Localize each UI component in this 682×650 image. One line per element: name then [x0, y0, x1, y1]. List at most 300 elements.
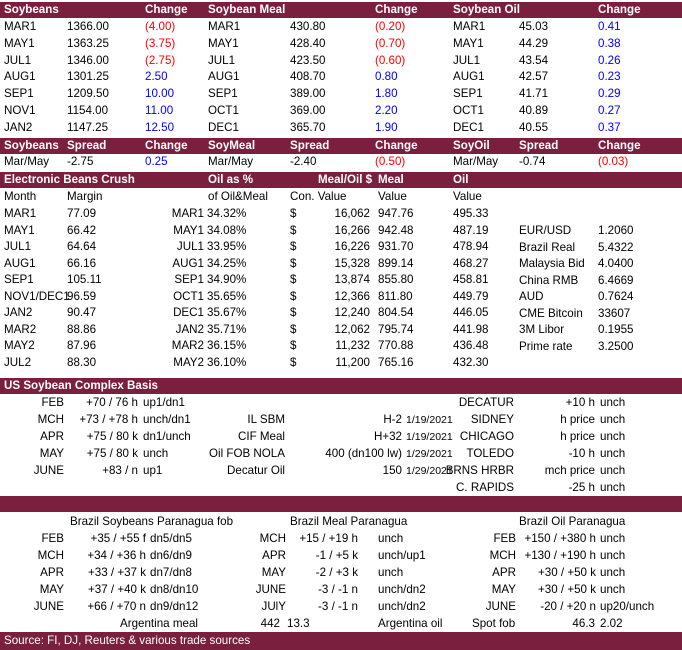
oil-month: MAR1 [453, 20, 486, 33]
crush-con-value: 12,062 [334, 322, 370, 336]
meal-change: 1.90 [375, 120, 398, 134]
spread-oil-heading: SoyOil [453, 139, 490, 152]
spread-meal-value: -2.40 [290, 155, 317, 168]
crush-currency: $ [290, 355, 297, 369]
brazil-oil-basis: +30 / +50 k [537, 566, 596, 579]
crush-margin: 88.86 [67, 322, 97, 336]
crush-con-value: 11,232 [335, 339, 370, 352]
crush-con-value: 16,062 [334, 207, 370, 220]
crush-con-value: 15,328 [334, 256, 370, 270]
crush-con-value: 11,200 [335, 355, 370, 369]
basis-location-change: unch [600, 430, 626, 443]
brazil-oil-month: MCH [489, 549, 516, 562]
spread-oil-change: (0.03) [598, 155, 629, 168]
brazil-meal-basis: -3 / -1 n [318, 600, 358, 613]
basis-product-value: H+32 [373, 430, 402, 443]
oil-month: SEP1 [453, 87, 483, 101]
crush-currency: $ [290, 322, 297, 336]
basis-location-change: unch [600, 464, 626, 477]
soybean-price: 1301.25 [67, 70, 109, 84]
fx-value: 0.7624 [598, 290, 634, 303]
crush-month: NOV1/DEC1 [4, 289, 70, 303]
crush-oil-pct: 35.71% [207, 322, 247, 336]
fx-label: 3M Libor [519, 323, 565, 336]
spread-soy-change: 0.25 [145, 155, 168, 168]
basis-value: +75 / 80 k [86, 430, 138, 443]
crush-oil-heading: Oil [453, 173, 469, 186]
brazil-meal-month: JUNE [255, 583, 286, 596]
oil-month: DEC1 [453, 120, 484, 134]
basis-product-date: 1/29/2021 [406, 448, 453, 460]
brazil-meal-basis: -1 / +5 k [315, 549, 358, 562]
soybean-price: 1366.00 [67, 20, 109, 33]
basis-location-value: h price [560, 413, 595, 426]
brazil-meal-month: JUlY [261, 600, 286, 613]
soybean-price: 1346.00 [67, 53, 109, 67]
spread-oil-value: -0.74 [519, 155, 546, 168]
brazil-oil-month: FEB [493, 532, 516, 545]
basis-location: CHICAGO [459, 430, 514, 443]
brazil-soy-month: MAY [39, 583, 64, 596]
basis-location: SIDNEY [470, 413, 514, 426]
crush-meal-value: 804.54 [378, 306, 414, 319]
basis-header [0, 378, 682, 394]
crush-meal-value: 947.76 [378, 207, 414, 220]
source-text: Source: FI, DJ, Reuters & various trade sources [4, 634, 251, 647]
crush-currency: $ [290, 289, 297, 303]
brazil-oil-month: JUNE [485, 600, 516, 613]
crush-title: Electronic Beans Crush [4, 173, 135, 186]
basis-location-value: -25 h [568, 481, 595, 494]
meal-price: 430.80 [290, 20, 326, 33]
crush-oil-month: MAY1 [173, 223, 204, 237]
basis-location: BRNS HRBR [445, 464, 514, 477]
basis-product-date: 1/19/2021 [406, 414, 453, 426]
brazil-oil-basis: +30 / +50 k [537, 583, 596, 596]
meal-price: 408.70 [290, 70, 326, 84]
oil-price: 44.29 [519, 36, 549, 50]
crush-currency: $ [290, 223, 297, 237]
soybean-month: AUG1 [4, 70, 36, 84]
brazil-soy-change: dn6/dn9 [150, 549, 192, 562]
crush-month: JAN2 [4, 306, 33, 319]
soybean-change: (2.75) [145, 53, 176, 67]
basis-value: +70 / 76 h [86, 396, 138, 409]
oil-change: 0.27 [598, 104, 621, 117]
crush-con-value: 13,874 [334, 273, 370, 286]
brazil-oil-month: MAY [491, 583, 516, 596]
meal-price: 428.40 [290, 36, 326, 50]
source-footer [0, 632, 682, 650]
brazil-soy-month: JUNE [33, 600, 64, 613]
soybean-change: 11.00 [145, 104, 174, 117]
soybean-price: 1147.25 [67, 120, 109, 134]
spread-soy-value: -2.75 [67, 155, 94, 168]
futures-header [0, 2, 682, 18]
brazil-soy-basis: +35 / +55 f [90, 532, 146, 545]
basis-month: APR [40, 430, 64, 443]
oil-price: 40.89 [519, 104, 549, 117]
brazil-soy-month: FEB [41, 532, 64, 545]
soybean-month: SEP1 [4, 87, 34, 101]
spot-fob-change: 2.02 [600, 617, 623, 630]
soybean-change: (4.00) [145, 20, 176, 33]
crush-con-value: 16,266 [334, 223, 370, 237]
fx-value: 4.0400 [598, 257, 634, 270]
oil-change: 0.41 [598, 20, 621, 33]
brazil-meal-basis: -2 / +3 k [315, 566, 358, 579]
fx-value: 1.2060 [598, 224, 634, 237]
basis-value: +83 / n [102, 464, 138, 477]
soybean-change: 2.50 [145, 70, 168, 84]
meal-price: 369.00 [290, 104, 326, 117]
crush-meal-value-label: Value [378, 190, 407, 203]
basis-location-value: h price [560, 430, 595, 443]
basis-product-value: H-2 [383, 413, 402, 426]
oil-price: 43.54 [519, 53, 549, 67]
spread-meal-change: (0.50) [375, 155, 406, 168]
crush-month: JUL1 [4, 240, 32, 253]
crush-oil-pct: 34.25% [207, 256, 247, 270]
soybean-month: NOV1 [4, 104, 36, 117]
basis-month: MAY [39, 447, 64, 460]
meal-change: 0.80 [375, 70, 398, 84]
crush-oil-month: SEP1 [174, 273, 204, 286]
meal-heading: Soybean Meal [208, 3, 286, 16]
argentina-meal-value: 442 [260, 617, 280, 630]
brazil-soy-basis: +34 / +36 h [87, 549, 146, 562]
fx-label: China RMB [519, 273, 579, 287]
crush-meal-oil-heading: Meal/Oil $ [318, 173, 373, 186]
fx-label: Brazil Real [519, 240, 576, 254]
crush-con-value: 16,226 [334, 240, 370, 253]
crush-oil-value: 495.33 [453, 207, 489, 220]
spread-header [0, 138, 682, 154]
oil-change: 0.23 [598, 70, 621, 84]
basis-location-value: -10 h [568, 447, 595, 460]
basis-product: CIF Meal [237, 430, 285, 443]
crush-oil-month: JUL1 [176, 240, 204, 253]
crush-meal-value: 942.48 [378, 223, 414, 237]
crush-oil-value: 446.05 [453, 306, 489, 319]
crush-con-value: 12,240 [334, 306, 370, 319]
crush-oil-pct: 34.90% [207, 273, 247, 286]
brazil-soy-change: dn7/dn8 [150, 566, 192, 579]
brazil-meal-change: unch/dn2 [378, 600, 426, 613]
fx-value: 6.4669 [598, 273, 634, 287]
basis-product: IL SBM [247, 413, 285, 426]
spread-oil-change-heading: Change [598, 139, 641, 152]
brazil-meal-change: unch/dn2 [378, 583, 426, 596]
basis-product: Oil FOB NOLA [208, 447, 285, 460]
spread-meal-heading: SoyMeal [208, 139, 256, 152]
brazil-oil-change: unch [600, 549, 626, 562]
crush-margin: 66.16 [67, 256, 97, 270]
crush-oil-value: 478.94 [453, 240, 489, 253]
oil-change-heading: Change [598, 3, 641, 16]
crush-oil-value: 487.19 [453, 223, 489, 237]
brazil-oil-change: up20/unch [600, 600, 655, 613]
crush-oil-value: 468.27 [453, 256, 489, 270]
basis-title: US Soybean Complex Basis [4, 379, 158, 392]
crush-meal-value: 765.16 [378, 355, 414, 369]
meal-month: MAY1 [208, 36, 239, 50]
crush-margin: 87.96 [67, 339, 97, 352]
brazil-meal-month: MAY [261, 566, 286, 579]
crush-oil-month: MAR1 [171, 207, 204, 220]
fx-label: AUD [519, 290, 544, 303]
crush-margin: 88.30 [67, 355, 97, 369]
basis-change: unch [143, 447, 169, 460]
oil-change: 0.38 [598, 36, 621, 50]
crush-month: JUL2 [4, 355, 32, 369]
meal-month: OCT1 [208, 104, 239, 117]
argentina-meal-label: Argentina meal [120, 617, 198, 630]
meal-change: 1.80 [375, 87, 398, 101]
brazil-meal-change: unch [378, 532, 404, 545]
crush-currency: $ [290, 273, 297, 286]
crush-oil-pct: 34.08% [207, 223, 247, 237]
crush-month: MAY2 [4, 339, 35, 352]
crush-meal-heading: Meal [378, 173, 404, 186]
brazil-meal-month: MCH [259, 532, 286, 545]
divider-band [0, 496, 682, 512]
crush-oil-pct-heading: Oil as % [208, 173, 254, 186]
basis-product-date: 1/29/2021 [406, 465, 453, 477]
basis-location-change: unch [600, 413, 626, 426]
crush-currency: $ [290, 207, 297, 220]
meal-month: MAR1 [208, 20, 241, 33]
spread-meal-spread-heading: Spread [290, 139, 330, 152]
crush-oil-month: OCT1 [173, 289, 204, 303]
basis-value: +75 / 80 k [86, 447, 138, 460]
fx-label: CME Bitcoin [519, 306, 583, 320]
soybean-change: 12.50 [145, 120, 175, 134]
brazil-meal-basis: +15 / +19 h [299, 532, 358, 545]
basis-change: up1/dn1 [143, 396, 185, 409]
fx-value: 3.2500 [598, 339, 634, 353]
crush-margin: 64.64 [67, 240, 97, 253]
soybeans-heading: Soybeans [4, 3, 59, 16]
basis-product-value: 400 (dn100 lw) [325, 447, 402, 460]
basis-month: MCH [37, 413, 64, 426]
crush-meal-value: 811.80 [378, 289, 413, 303]
crush-meal-value: 899.14 [378, 256, 414, 270]
meal-month: DEC1 [208, 120, 239, 134]
brazil-meal-change: unch/up1 [378, 549, 426, 562]
basis-location-change: unch [600, 396, 626, 409]
crush-month: SEP1 [4, 273, 34, 286]
crush-month: AUG1 [4, 256, 36, 270]
basis-change: unch/dn1 [143, 413, 191, 426]
brazil-soy-title: Brazil Soybeans Paranagua fob [70, 515, 234, 528]
oil-month: AUG1 [453, 70, 485, 84]
meal-change-heading: Change [375, 3, 418, 16]
crush-oil-pct: 34.32% [207, 207, 247, 220]
crush-con-value: 12,366 [334, 289, 370, 303]
soybean-price: 1154.00 [67, 104, 109, 117]
brazil-oil-month: APR [492, 566, 516, 579]
soybean-month: MAR1 [4, 20, 37, 33]
spread-soy-spread-heading: Spread [67, 139, 107, 152]
basis-location-change: unch [600, 447, 626, 460]
crush-currency: $ [290, 240, 297, 253]
basis-product-value: 150 [382, 464, 402, 477]
spread-soy-change-heading: Change [145, 139, 188, 152]
brazil-meal-change: unch [378, 566, 404, 579]
crush-oil-pct: 36.10% [207, 355, 247, 369]
oil-price: 42.57 [519, 70, 549, 84]
brazil-soy-change: dn8/dn10 [150, 583, 199, 596]
crush-margin: 96.59 [67, 289, 97, 303]
spot-fob-label: Spot fob [472, 617, 516, 630]
fx-value: 33607 [598, 306, 631, 320]
crush-oil-value: 436.48 [453, 339, 489, 352]
oil-price: 45.03 [519, 20, 549, 33]
fx-label: Malaysia Bid [519, 257, 585, 270]
spread-soy-months: Mar/May [4, 155, 50, 168]
crush-currency: $ [290, 306, 297, 319]
meal-change: (0.20) [375, 20, 406, 33]
crush-oil-value: 441.98 [453, 322, 489, 336]
spread-oil-months: Mar/May [453, 155, 499, 168]
meal-price: 423.50 [290, 53, 326, 67]
crush-oil-month: JAN2 [175, 322, 204, 336]
crush-header [0, 172, 682, 188]
oil-month: JUL1 [453, 53, 481, 67]
crush-oil-pct: 33.95% [207, 240, 247, 253]
crush-margin: 105.11 [67, 273, 102, 286]
oil-heading: Soybean Oil [453, 3, 521, 16]
crush-oil-pct: 36.15% [207, 339, 247, 352]
brazil-soy-basis: +66 / +70 n [87, 600, 146, 613]
crush-currency: $ [290, 256, 297, 270]
oil-month: OCT1 [453, 104, 484, 117]
brazil-soy-change: dn5/dn5 [150, 532, 192, 545]
brazil-soy-basis: +33 / +37 k [87, 566, 146, 579]
fx-label: EUR/USD [519, 224, 572, 237]
basis-product: Decatur Oil [227, 464, 285, 477]
crush-currency: $ [290, 339, 297, 352]
crush-meal-value: 770.88 [378, 339, 414, 352]
soybean-month: JAN2 [4, 120, 33, 134]
crush-con-value-label: Con. Value [290, 190, 347, 203]
brazil-soy-month: MCH [37, 549, 64, 562]
brazil-meal-month: APR [262, 549, 286, 562]
crush-month: MAR2 [4, 322, 37, 336]
soybean-price: 1209.50 [67, 87, 109, 101]
brazil-soy-basis: +37 / +40 k [87, 583, 146, 596]
brazil-meal-title: Brazil Meal Paranagua [290, 515, 408, 528]
oil-price: 41.71 [519, 87, 549, 101]
crush-oil-month: DEC1 [173, 306, 204, 319]
brazil-oil-change: unch [600, 566, 626, 579]
oil-change: 0.29 [598, 87, 621, 101]
crush-meal-value: 855.80 [378, 273, 414, 286]
spread-soy-heading: Soybeans [4, 139, 59, 152]
crush-oil-month: AUG1 [172, 256, 204, 270]
fx-label: Prime rate [519, 339, 573, 353]
soybean-price: 1363.25 [67, 36, 109, 50]
meal-price: 365.70 [290, 120, 326, 134]
basis-location: C. RAPIDS [456, 481, 514, 494]
crush-oil-value-label: Value [453, 190, 482, 203]
crush-month-label: Month [4, 190, 37, 203]
fx-value: 5.4322 [598, 240, 634, 254]
soybean-change: 10.00 [145, 87, 175, 101]
brazil-meal-basis: -3 / -1 n [318, 583, 358, 596]
crush-oil-value: 449.79 [453, 289, 489, 303]
crush-margin-label: Margin [67, 190, 103, 203]
crush-margin: 90.47 [67, 306, 97, 319]
oil-price: 40.55 [519, 120, 549, 134]
meal-price: 389.00 [290, 87, 326, 101]
crush-oil-month: MAR2 [171, 339, 204, 352]
spread-meal-months: Mar/May [208, 155, 254, 168]
brazil-soy-change: dn9/dn12 [150, 600, 199, 613]
basis-product-date: 1/19/2021 [406, 431, 453, 443]
brazil-oil-basis: -20 / +20 n [540, 600, 596, 613]
basis-location-change: unch [600, 481, 626, 494]
soybean-change: (3.75) [145, 36, 176, 50]
crush-oil-month: MAY2 [173, 355, 204, 369]
crush-oil-meal-label: of Oil&Meal [208, 190, 268, 203]
basis-location-value: +10 h [565, 396, 595, 409]
oil-change: 0.37 [598, 120, 621, 134]
basis-change: up1 [143, 464, 163, 477]
crush-margin: 66.42 [67, 223, 97, 237]
basis-month: FEB [41, 396, 64, 409]
soybeans-change-heading: Change [145, 3, 188, 16]
basis-value: +73 / +78 h [79, 413, 138, 426]
brazil-soy-month: APR [40, 566, 64, 579]
soybean-month: JUL1 [4, 53, 32, 67]
crush-oil-pct: 35.65% [207, 289, 247, 303]
meal-month: SEP1 [208, 87, 238, 101]
brazil-oil-change: unch [600, 583, 626, 596]
meal-change: 2.20 [375, 104, 398, 117]
fx-value: 0.1955 [598, 323, 634, 336]
spot-fob-value: 46.3 [572, 617, 595, 630]
soybean-month: MAY1 [4, 36, 35, 50]
crush-oil-value: 432.30 [453, 355, 489, 369]
crush-month: MAR1 [4, 207, 37, 220]
spread-meal-change-heading: Change [375, 139, 418, 152]
brazil-oil-basis: +130 / +190 h [524, 549, 596, 562]
brazil-oil-title: Brazil Oil Paranagua [519, 515, 626, 528]
crush-oil-pct: 35.67% [207, 306, 247, 319]
basis-month: JUNE [33, 464, 64, 477]
crush-oil-value: 458.81 [453, 273, 489, 286]
meal-change: (0.70) [375, 36, 406, 50]
basis-location-value: mch price [544, 464, 595, 477]
meal-month: AUG1 [208, 70, 240, 84]
brazil-oil-change: unch [600, 532, 626, 545]
brazil-oil-basis: +150 / +380 h [524, 532, 596, 545]
oil-change: 0.26 [598, 53, 621, 67]
crush-month: MAY1 [4, 223, 35, 237]
crush-margin: 77.09 [67, 207, 97, 220]
argentina-oil-label: Argentina oil [378, 617, 443, 630]
basis-location: TOLEDO [466, 447, 514, 460]
crush-meal-value: 931.70 [378, 240, 414, 253]
meal-change: (0.60) [375, 53, 406, 67]
spread-oil-spread-heading: Spread [519, 139, 559, 152]
meal-month: JUL1 [208, 53, 236, 67]
oil-month: MAY1 [453, 36, 484, 50]
crush-meal-value: 795.74 [378, 322, 414, 336]
basis-location: DECATUR [458, 396, 514, 409]
